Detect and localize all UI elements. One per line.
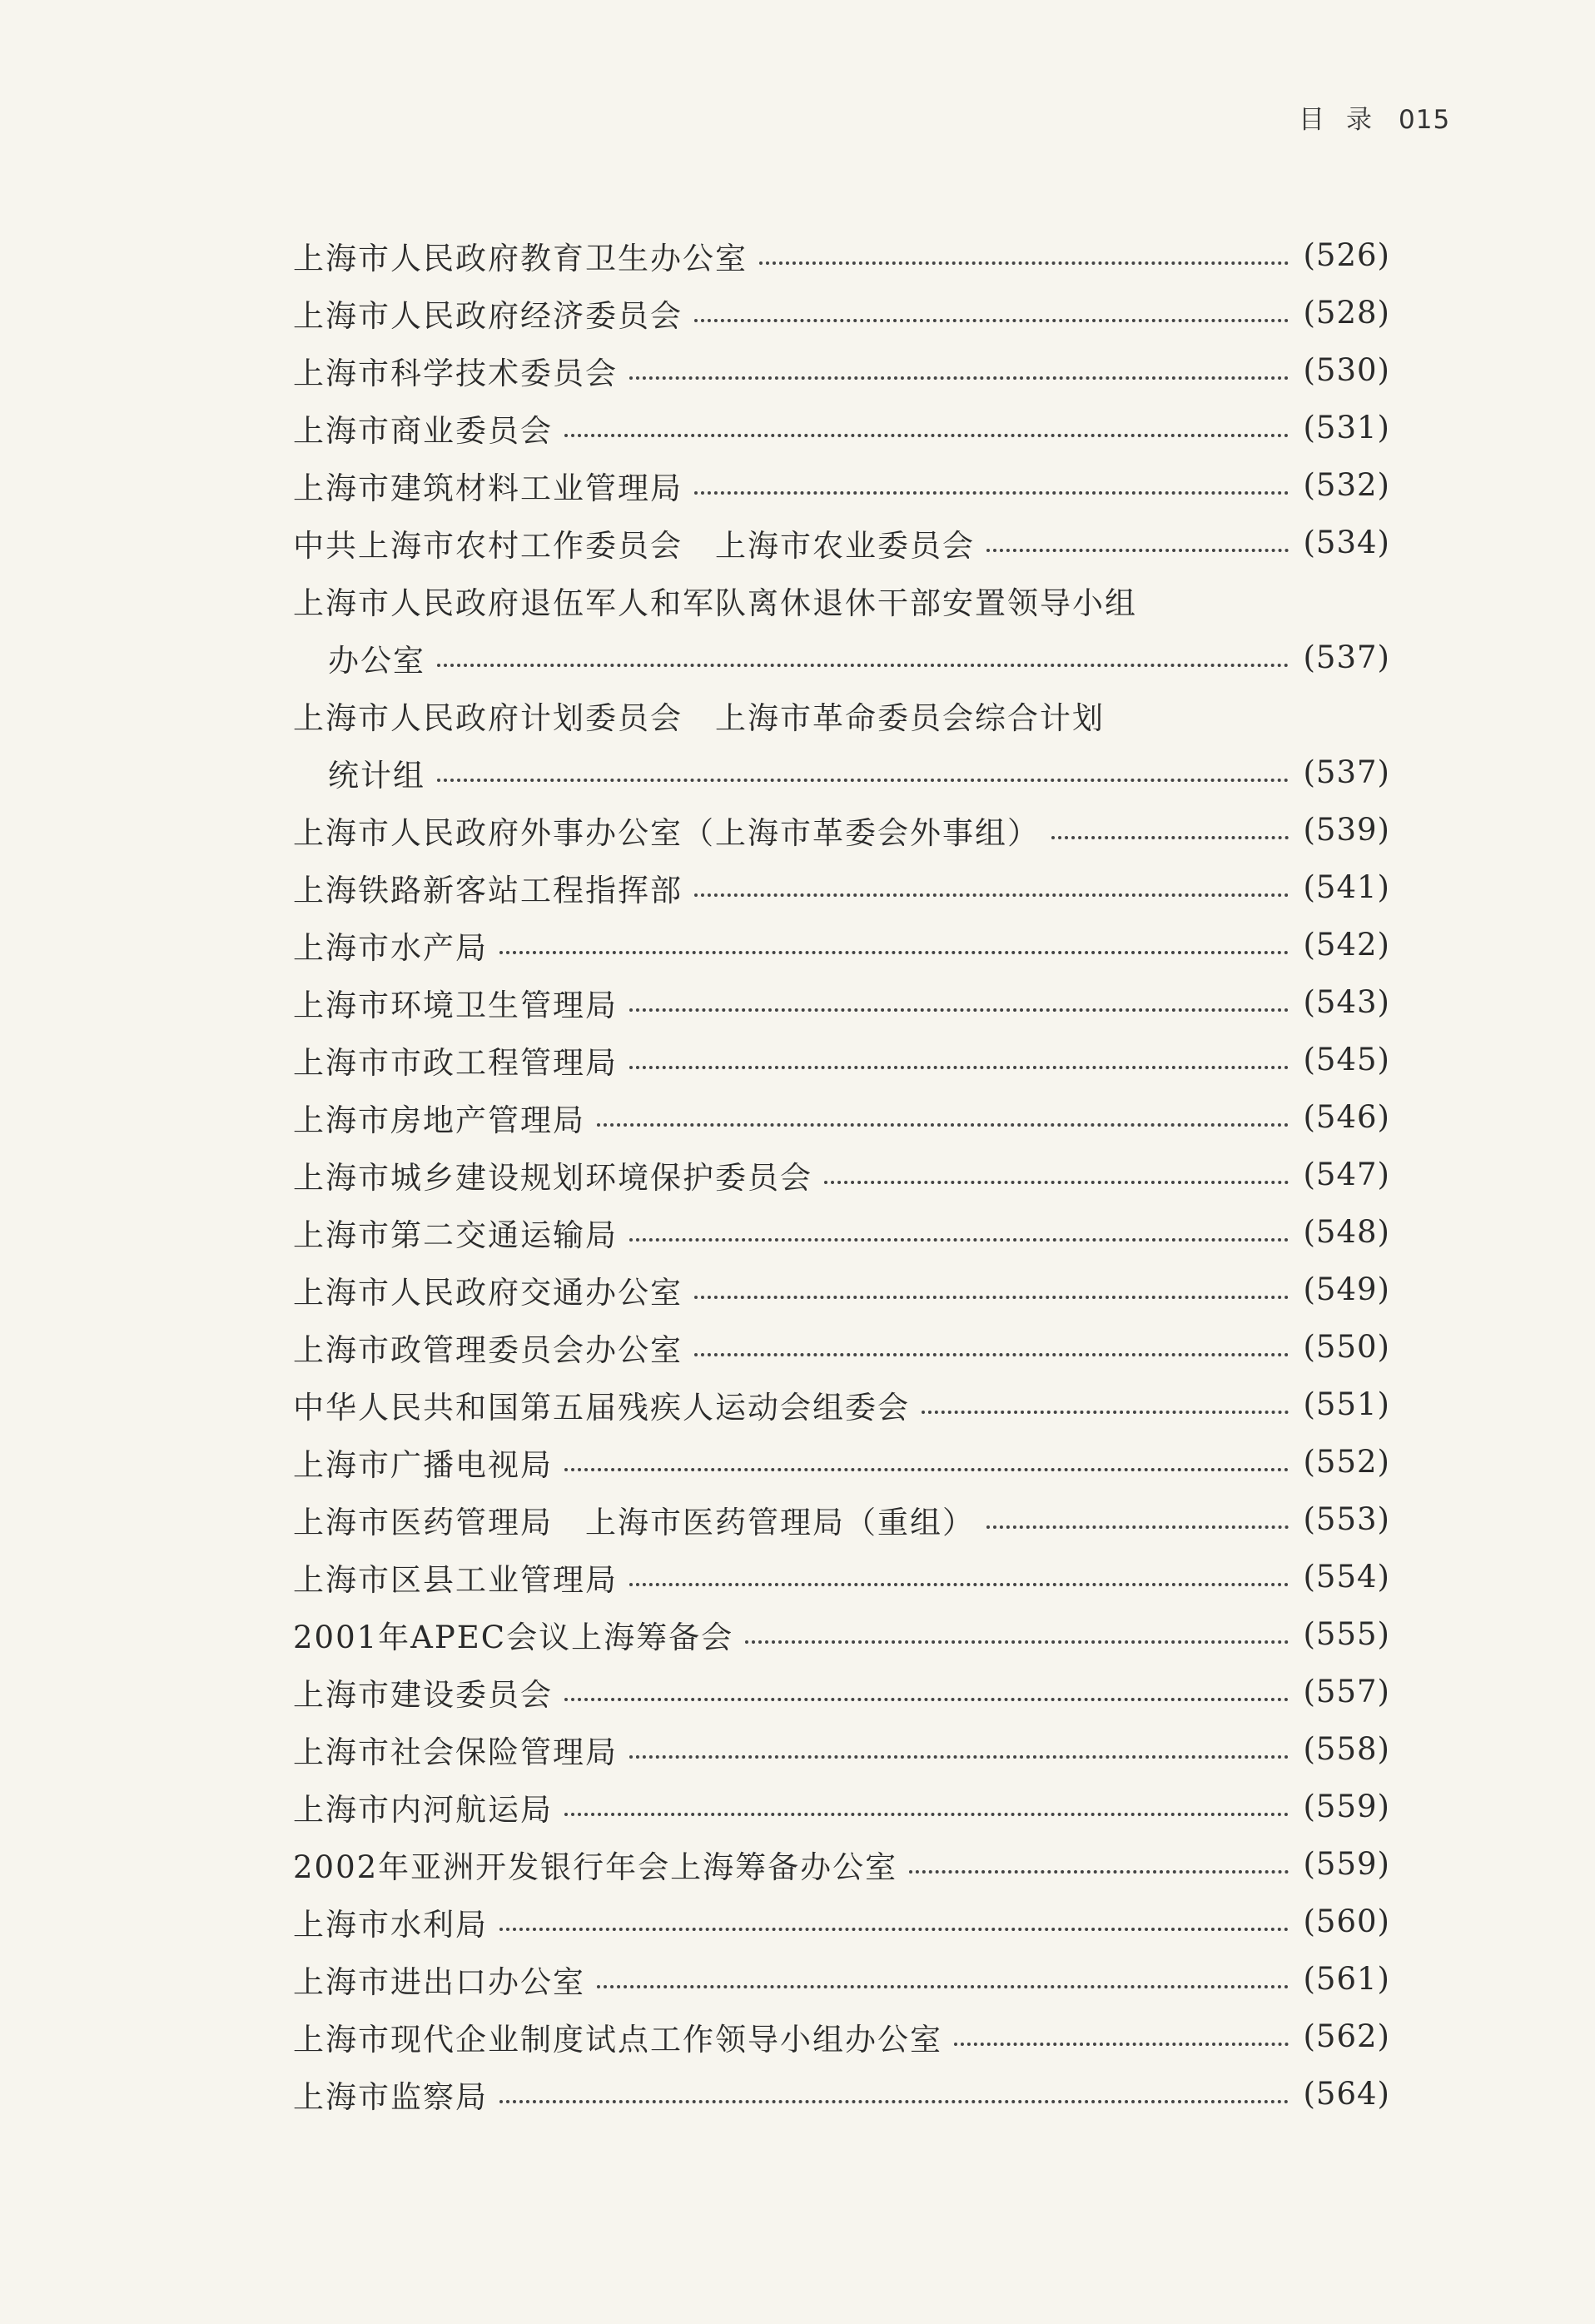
- toc-entry-page: (553): [1303, 1501, 1390, 1537]
- dot-leader: [922, 1409, 1289, 1414]
- dot-leader: [694, 490, 1289, 495]
- dot-leader: [564, 1811, 1289, 1816]
- toc-entry-page: (537): [1303, 754, 1390, 790]
- toc-entry[interactable]: [293, 226, 1390, 284]
- dot-leader: [499, 2098, 1289, 2103]
- dot-leader: [1051, 834, 1289, 839]
- dot-leader: [629, 1754, 1289, 1759]
- toc-entry-page: (530): [1303, 352, 1390, 388]
- toc-entry-title: 上海市建设委员会: [293, 1676, 553, 1713]
- toc-entry-line: [293, 2065, 1390, 2122]
- toc-entry[interactable]: [293, 1376, 1390, 1433]
- toc-entry[interactable]: [293, 1433, 1390, 1490]
- dot-leader: [499, 1926, 1289, 1931]
- toc-entry-page: (548): [1303, 1214, 1390, 1250]
- toc-entry-line: [293, 456, 1390, 514]
- toc-entry-page: (562): [1303, 2018, 1390, 2054]
- toc-entry[interactable]: [293, 2008, 1390, 2065]
- toc-entry-title: 上海市区县工业管理局: [293, 1561, 618, 1598]
- toc-entry-page: (559): [1303, 1846, 1390, 1882]
- toc-entry-line: [293, 973, 1390, 1031]
- toc-entry-title: 上海市科学技术委员会: [293, 355, 618, 391]
- toc-entry-line: [293, 1835, 1390, 1893]
- toc-entry-line: [293, 2008, 1390, 2065]
- toc-entry-line: [293, 1778, 1390, 1835]
- toc-entry-line: [293, 1663, 1390, 1720]
- dot-leader: [629, 1237, 1289, 1242]
- toc-entry-page: (539): [1303, 812, 1390, 848]
- toc-entry-page: (546): [1303, 1099, 1390, 1135]
- toc-entry-title: 上海市医药管理局 上海市医药管理局（重组）: [293, 1504, 975, 1540]
- toc-entry[interactable]: [293, 1031, 1390, 1088]
- toc-entry-title: 上海市水利局: [293, 1906, 488, 1943]
- toc-entry[interactable]: [293, 456, 1390, 514]
- toc-entry[interactable]: [293, 686, 1390, 801]
- toc-entry-page: (555): [1303, 1616, 1390, 1652]
- dot-leader: [437, 662, 1289, 667]
- toc-entry-title: 上海市市政工程管理局: [293, 1044, 618, 1081]
- toc-entry[interactable]: [293, 1261, 1390, 1318]
- toc-entry[interactable]: [293, 1490, 1390, 1548]
- toc-entry[interactable]: [293, 1893, 1390, 1950]
- toc-entry-line: [293, 1490, 1390, 1548]
- toc-entry-page: (557): [1303, 1674, 1390, 1709]
- toc-entry-line: [293, 226, 1390, 284]
- toc-entry[interactable]: [293, 858, 1390, 916]
- toc-entry-page: (564): [1303, 2076, 1390, 2112]
- toc-entry-line: [293, 1318, 1390, 1376]
- toc-entry-page: (552): [1303, 1444, 1390, 1480]
- toc-entry[interactable]: [293, 2065, 1390, 2122]
- dot-leader: [745, 1639, 1288, 1644]
- dot-leader: [694, 1294, 1289, 1299]
- toc-entry-page: (559): [1303, 1789, 1390, 1824]
- dot-leader: [437, 777, 1289, 782]
- toc-entry-title: 上海市监察局: [293, 2078, 488, 2115]
- toc-entry-title: 上海市进出口办公室: [293, 1963, 585, 2000]
- toc-entry-title: 上海市城乡建设规划环境保护委员会: [293, 1159, 812, 1196]
- toc-entry-title: 上海市商业委员会: [293, 412, 553, 449]
- toc-entry-line: [293, 1548, 1390, 1605]
- toc-entry-page: (542): [1303, 927, 1390, 963]
- toc-entry-page: (532): [1303, 467, 1390, 503]
- toc-entry-line: [293, 744, 1390, 801]
- toc-entry-line: [293, 341, 1390, 399]
- dot-leader: [694, 317, 1289, 322]
- page-number: 015: [1399, 105, 1451, 135]
- toc-entry[interactable]: [293, 1950, 1390, 2008]
- toc-entry[interactable]: [293, 341, 1390, 399]
- toc-entry-page: (550): [1303, 1329, 1390, 1365]
- dot-leader: [629, 1064, 1289, 1069]
- toc-entry-title: 上海市房地产管理局: [293, 1102, 585, 1138]
- toc-entry-title: 上海市人民政府计划委员会 上海市革命委员会综合计划: [293, 699, 1105, 736]
- toc-entry-line: [293, 916, 1390, 973]
- toc-entry[interactable]: [293, 1318, 1390, 1376]
- toc-entry[interactable]: [293, 284, 1390, 341]
- dot-leader: [629, 1007, 1289, 1012]
- toc-entry[interactable]: [293, 973, 1390, 1031]
- toc-entry-page: (554): [1303, 1559, 1390, 1595]
- toc-entry-line: [293, 1088, 1390, 1146]
- toc-entry-title: 上海市第二交通运输局: [293, 1217, 618, 1253]
- dot-leader: [564, 1466, 1289, 1471]
- toc-entry-title: 上海市社会保险管理局: [293, 1734, 618, 1770]
- toc-entry-title: 上海市人民政府退伍军人和军队离休退休干部安置领导小组: [293, 585, 1137, 621]
- toc-entry-title: 办公室: [328, 642, 425, 679]
- toc-entry-line: [293, 1893, 1390, 1950]
- toc-entry-page: (531): [1303, 410, 1390, 445]
- dot-leader: [499, 949, 1289, 954]
- toc-entry[interactable]: [293, 1663, 1390, 1720]
- toc-entry-line: [293, 1261, 1390, 1318]
- toc-entry-title: 上海市建筑材料工业管理局: [293, 470, 683, 506]
- toc-entry[interactable]: [293, 1720, 1390, 1778]
- toc-entry-line: [293, 1146, 1390, 1203]
- toc-entry-line: [293, 686, 1390, 744]
- dot-leader: [629, 1581, 1289, 1586]
- toc-entry-line: [293, 399, 1390, 456]
- dot-leader: [629, 375, 1289, 380]
- toc-entry[interactable]: [293, 1778, 1390, 1835]
- toc-entry-line: [293, 1203, 1390, 1261]
- section-title: 目录: [1299, 105, 1394, 135]
- toc-entry-page: (537): [1303, 639, 1390, 675]
- dot-leader: [597, 1122, 1289, 1127]
- running-header: [1299, 98, 1450, 136]
- toc-entry[interactable]: [293, 1203, 1390, 1261]
- toc-entry[interactable]: [293, 801, 1390, 858]
- toc-entry[interactable]: [293, 1835, 1390, 1893]
- toc-entry-title: 2002年亚洲开发银行年会上海筹备办公室: [293, 1849, 898, 1885]
- dot-leader: [954, 2041, 1289, 2046]
- toc-entry-page: (558): [1303, 1731, 1390, 1767]
- toc-entry-line: [293, 1031, 1390, 1088]
- toc-entry-page: (528): [1303, 295, 1390, 331]
- toc-entry-title: 上海市广播电视局: [293, 1446, 553, 1483]
- toc-entry-line: [293, 1950, 1390, 2008]
- toc-entry[interactable]: [293, 399, 1390, 456]
- dot-leader: [986, 547, 1289, 552]
- toc-entry-page: (526): [1303, 237, 1390, 273]
- toc-entry-line: [293, 514, 1390, 571]
- toc-entry[interactable]: [293, 1146, 1390, 1203]
- toc-entry-title: 上海市人民政府经济委员会: [293, 297, 683, 334]
- toc-entry-title: 上海市水产局: [293, 929, 488, 966]
- toc-entry-title: 上海市环境卫生管理局: [293, 987, 618, 1023]
- toc-entry-page: (561): [1303, 1961, 1390, 1997]
- toc-entry-page: (541): [1303, 869, 1390, 905]
- toc-entry-line: [293, 284, 1390, 341]
- toc-entry[interactable]: [293, 514, 1390, 571]
- table-of-contents: [293, 226, 1390, 2122]
- dot-leader: [759, 260, 1289, 265]
- toc-entry[interactable]: [293, 916, 1390, 973]
- toc-entry[interactable]: [293, 571, 1390, 686]
- toc-entry-line: [293, 571, 1390, 629]
- dot-leader: [597, 1983, 1289, 1988]
- toc-entry-title: 上海市政管理委员会办公室: [293, 1331, 683, 1368]
- toc-entry-title: 上海市人民政府教育卫生办公室: [293, 240, 748, 276]
- toc-entry-title: 2001年APEC会议上海筹备会: [293, 1619, 734, 1655]
- dot-leader: [564, 1696, 1289, 1701]
- toc-entry-line: [293, 858, 1390, 916]
- toc-entry[interactable]: [293, 1088, 1390, 1146]
- toc-entry-title: 中华人民共和国第五届残疾人运动会组委会: [293, 1389, 910, 1426]
- toc-entry-page: (549): [1303, 1271, 1390, 1307]
- toc-entry-title: 上海市现代企业制度试点工作领导小组办公室: [293, 2021, 942, 2058]
- dot-leader: [909, 1869, 1288, 1874]
- toc-entry-line: [293, 1720, 1390, 1778]
- toc-entry-title: 上海市人民政府交通办公室: [293, 1274, 683, 1311]
- toc-entry-page: (547): [1303, 1157, 1390, 1192]
- toc-entry-page: (543): [1303, 984, 1390, 1020]
- toc-entry-page: (534): [1303, 525, 1390, 560]
- toc-entry[interactable]: [293, 1548, 1390, 1605]
- toc-entry-title: 统计组: [328, 757, 425, 794]
- toc-entry-page: (551): [1303, 1386, 1390, 1422]
- toc-entry-page: (545): [1303, 1042, 1390, 1077]
- toc-entry-line: [293, 629, 1390, 686]
- toc-entry-line: [293, 801, 1390, 858]
- toc-entry-title: 上海铁路新客站工程指挥部: [293, 872, 683, 908]
- toc-entry-line: [293, 1433, 1390, 1490]
- toc-entry-title: 中共上海市农村工作委员会 上海市农业委员会: [293, 527, 975, 564]
- dot-leader: [824, 1179, 1289, 1184]
- dot-leader: [694, 1351, 1289, 1356]
- dot-leader: [564, 432, 1289, 437]
- toc-entry-line: [293, 1605, 1390, 1663]
- dot-leader: [694, 892, 1289, 897]
- toc-entry[interactable]: [293, 1605, 1390, 1663]
- toc-entry-title: 上海市人民政府外事办公室（上海市革委会外事组）: [293, 814, 1040, 851]
- toc-entry-line: [293, 1376, 1390, 1433]
- dot-leader: [986, 1524, 1289, 1529]
- toc-entry-title: 上海市内河航运局: [293, 1791, 553, 1828]
- toc-entry-page: (560): [1303, 1903, 1390, 1939]
